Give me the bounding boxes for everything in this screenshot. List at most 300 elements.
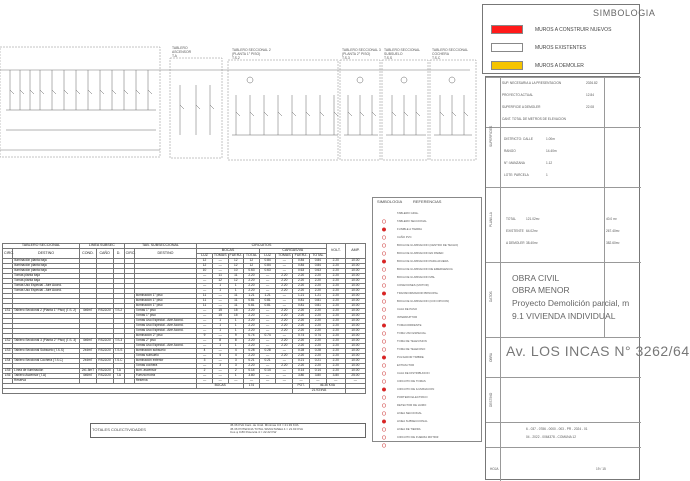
symbol-glyph-icon: [379, 339, 389, 343]
symbol-label: BOCA DE ILUMINACION MSL: [397, 275, 436, 279]
cell-b3: 1: [228, 329, 244, 334]
tb-exist-label: EXISTENTE: [506, 229, 524, 233]
cell-v3: 0.81: [293, 304, 310, 309]
cell-cond: 2x4mT: [80, 349, 97, 354]
symbol-row: [375, 386, 481, 393]
cell-b4: 2.20: [244, 289, 260, 294]
cell-a: 10.00: [345, 264, 365, 269]
cell-v4: 2.20: [309, 274, 326, 279]
cell-v1: 0.74: [259, 334, 276, 339]
cell-cano: RS22/20: [96, 369, 113, 374]
symbol-glyph-icon: [379, 387, 389, 391]
cell-dd: Iluminación 2° piso: [134, 334, 197, 339]
cell-b4: 2.20: [244, 339, 260, 344]
cell-b4: —: [244, 379, 260, 384]
cell-v2: 2.20: [276, 319, 293, 324]
cell-b3: 4: [228, 354, 244, 359]
cell-a: 10.00: [345, 364, 365, 369]
cell-v1: 0.28: [259, 349, 276, 354]
yellow-swatch: [491, 61, 523, 70]
header-d: D.: [113, 249, 124, 259]
cell-a: 10.00: [345, 359, 365, 364]
cell-vt: 2.20: [326, 329, 345, 334]
cell-v1: —: [259, 279, 276, 284]
cell-v1: 0.81: [259, 299, 276, 304]
header-toma2: TOMAS: [276, 254, 293, 259]
symbol-glyph-icon: [379, 291, 389, 295]
cell-v2: —: [276, 259, 293, 264]
symbol-label: TOMACORRIENTE: [397, 323, 422, 327]
cell-b2: 4: [212, 354, 228, 359]
cell-b1: 3: [197, 359, 213, 364]
cell-b1: —: [197, 329, 213, 334]
header-tabsec: TAB. SUBSECCIONAL: [124, 244, 197, 249]
cell-cano: RS22/20: [96, 359, 113, 364]
cell-v2: —: [276, 369, 293, 374]
cell-v2: —: [276, 299, 293, 304]
symbol-row: [375, 434, 481, 441]
symbol-label: BOCA DE ILUMINACION PARA AFUERA: [397, 259, 449, 263]
cell-b3: 9: [228, 334, 244, 339]
cell-dest: Línea de iluminación: [13, 369, 80, 374]
symbol-glyph-icon: [379, 379, 389, 383]
cell-v1: 0.14: [259, 369, 276, 374]
cell-b3: 11: [228, 304, 244, 309]
legend-item-new: MUROS A CONSTRUIR NUEVOS: [491, 25, 641, 35]
symbol-row: [375, 426, 481, 433]
symbol-row: [375, 322, 481, 329]
cell-a: 10.00: [345, 329, 365, 334]
cell-v4: 0.74: [309, 334, 326, 339]
symbol-glyph-icon: [379, 403, 389, 407]
cell-dd: Ilum. ascensor: [134, 369, 197, 374]
cell-b4: 2.20: [244, 279, 260, 284]
cell-b4: 2.20: [244, 344, 260, 349]
total-va: 21.93 kVA: [293, 389, 346, 394]
symbol-label: BOCA DE ILUMINACION DE EMERGENCIA: [397, 267, 453, 271]
cell-vt: 2.20: [326, 309, 345, 314]
cell-b2: 1: [212, 284, 228, 289]
cell-b1: —: [197, 339, 213, 344]
symbol-glyph-icon: [379, 251, 389, 255]
cell-dest: Tablero Seccional 2 (Planta 1° Piso) (T.S. 2): [13, 309, 80, 314]
cell-v4: 2.20: [309, 364, 326, 369]
symbol-glyph-icon: [379, 299, 389, 303]
circuit-table-body: [3, 259, 366, 384]
totals-frame: [90, 423, 366, 438]
symbol-row: [375, 282, 481, 289]
cell-dd: Tomas Uso Especial - Aire Acond.: [134, 329, 197, 334]
header-fuerza2: FUERZ.: [294, 253, 308, 258]
cell-b3: 12: [228, 264, 244, 269]
cell-b3: 1: [228, 284, 244, 289]
cell-b4: 2.20: [244, 324, 260, 329]
cell-a: 10.00: [345, 284, 365, 289]
cell-dd: Tomas Uso Especial - Aire Acond.: [134, 324, 197, 329]
symbol-row: [375, 258, 481, 265]
cell-b4: 2.20: [244, 319, 260, 324]
header-toma: TOMAS: [213, 253, 227, 258]
cell-dest: Tablero Seccional 3 (Planta 2° Piso) (T.S. 3): [13, 339, 80, 344]
cell-b1: —: [197, 344, 213, 349]
cell-b2: —: [212, 349, 228, 354]
cell-v1: —: [259, 354, 276, 359]
cell-b4: 3.80: [244, 374, 260, 379]
cell-b2: —: [212, 374, 228, 379]
symbol-glyph-icon: [379, 323, 389, 327]
symbol-glyph-icon: [379, 227, 389, 231]
cell-dest: Tablero Seccional Cochera (T.S.C): [13, 359, 80, 364]
tb-row-3: SUPERFICIE A DEMOLER: [502, 105, 541, 109]
cell-b4: 0.14: [244, 369, 260, 374]
cell-b1: —: [197, 274, 213, 279]
cell-dest: Tomas Uso Especial - Aire Acond.: [13, 284, 80, 289]
symbol-label: CAÑO PVC: [397, 235, 412, 239]
symbol-row: [375, 338, 481, 345]
cell-cano: RS22/20: [96, 339, 113, 344]
cell-cond: 2x4mT: [80, 359, 97, 364]
cell-a: 25.00: [345, 374, 365, 379]
header-luz2: LUZ: [259, 254, 276, 259]
cell-b2: —: [212, 304, 228, 309]
cell-v2: 2.20: [276, 274, 293, 279]
cell-b3: 11: [228, 294, 244, 299]
symbol-list-title: SIMBOLOGIA: [377, 199, 403, 204]
symbol-label: LINEA SUBSECCIONAL: [397, 419, 428, 423]
tb-mid-val-4: 1: [546, 173, 548, 177]
cell-v3: 0.14: [293, 369, 310, 374]
cell-dest: Reserva: [13, 379, 80, 384]
symbol-label: DETECTOR DE HUMO: [397, 403, 427, 407]
symbol-row: [375, 266, 481, 273]
cell-a: 10.00: [345, 269, 365, 274]
cell-a: 10.00: [345, 319, 365, 324]
cell-b4: 0.81: [244, 304, 260, 309]
cell-v1: —: [259, 289, 276, 294]
cell-c: LS1: [3, 309, 13, 314]
symbol-label: PULSADOR TIMBRE: [397, 355, 424, 359]
cell-a: 10.00: [345, 344, 365, 349]
symbol-glyph-icon: [379, 331, 389, 335]
cell-v2: —: [276, 349, 293, 354]
cell-c: LS2: [3, 339, 13, 344]
symbol-row: [375, 234, 481, 241]
cell-c: LS3: [3, 349, 13, 354]
cell-dd: Iluminación subsuelo: [134, 349, 197, 354]
cell-d: T.A: [113, 369, 124, 374]
cell-a: 10.00: [345, 279, 365, 284]
cell-v2: 2.20: [276, 329, 293, 334]
symbol-glyph-icon: [379, 219, 389, 223]
cell-dest: Iluminación planta baja: [13, 269, 80, 274]
symbol-row: [375, 378, 481, 385]
cell-dd: Tomas 1° piso: [134, 309, 197, 314]
tb-mid-val-3: 1.12: [546, 161, 553, 165]
cell-cano: RS22/20: [96, 309, 113, 314]
cell-v1: —: [259, 374, 276, 379]
bocas-total: 174: [244, 384, 260, 389]
symbol-row: [375, 242, 481, 249]
symbol-label: BOCA DE ILUMINACION (CON OPCION): [397, 299, 450, 303]
tb-right-val-3: 382.60m²: [606, 241, 620, 245]
cell-v3: 0.84: [293, 264, 310, 269]
cell-b4: 2.20: [244, 354, 260, 359]
cell-v2: —: [276, 334, 293, 339]
symbol-label: EXTRACTOR: [397, 363, 415, 367]
cell-b2: —: [212, 369, 228, 374]
cell-vt: 2.20: [326, 269, 345, 274]
symbol-label: CIRCUITO DE TOMAS: [397, 379, 426, 383]
header-volt: VOLT.: [326, 244, 345, 259]
symbol-row: [375, 298, 481, 305]
cell-b1: 10: [197, 269, 213, 274]
cell-v4: 1.21: [309, 294, 326, 299]
cell-b4: 0.63: [244, 269, 260, 274]
cell-dd: Tomas 1° piso: [134, 314, 197, 319]
cell-v2: 2.20: [276, 289, 293, 294]
cell-v4: 2.20: [309, 309, 326, 314]
symbol-list: [372, 197, 482, 442]
tb-right-val-1: 40.0 m²: [606, 217, 617, 221]
cell-v4: 0.84: [309, 259, 326, 264]
cell-dd: Tomas 2° piso: [134, 339, 197, 344]
symbol-row: [375, 226, 481, 233]
panel-label-tsc: TABLERO SECCIONAL COCHERA T.S.C: [432, 48, 469, 60]
symbol-row: [375, 290, 481, 297]
cell-a: 10.00: [345, 309, 365, 314]
cell-v1: —: [259, 329, 276, 334]
legend-box: [482, 4, 656, 74]
cell-v3: 2.20: [293, 309, 310, 314]
panel-label-ts2: TABLERO SECCIONAL 2 (PLANTA 1° PISO) T.S.2: [232, 48, 271, 60]
header-circ: CIRC.: [3, 249, 13, 259]
single-line-diagram: [0, 40, 480, 200]
cell-v3: 2.20: [293, 339, 310, 344]
cell-b3: 1: [228, 319, 244, 324]
tb-val-1: 2026.82: [586, 81, 598, 85]
symbol-label: CIRCUITO DE FUERZA MOTRIZ: [397, 435, 439, 439]
cell-b3: 2: [228, 369, 244, 374]
cell-v2: —: [276, 294, 293, 299]
cell-b2: 15: [212, 309, 228, 314]
cell-v3: 2.20: [293, 354, 310, 359]
cell-dd: Fuerza motriz: [134, 374, 197, 379]
cell-b2: 1: [212, 319, 228, 324]
side-label-datos: DATOS: [489, 291, 493, 302]
totals-row-2: 45.36 POTENCIA TOTAL SIMULTANEA 4 = 21.93 KVA: [230, 426, 304, 431]
cell-b2: 8: [212, 339, 228, 344]
cell-b1: 12: [197, 259, 213, 264]
tb-val-2: 12.84: [586, 93, 594, 97]
cell-v2: —: [276, 374, 293, 379]
cell-v1: 0.21: [259, 359, 276, 364]
cell-vt: 2.20: [326, 339, 345, 344]
cell-vt: 2.20: [326, 259, 345, 264]
cell-v4: 0.63: [309, 269, 326, 274]
cell-v4: 2.20: [309, 329, 326, 334]
symbol-label: TRANSFORMADOR PRINCIPAL: [397, 291, 439, 295]
symbol-row: [375, 330, 481, 337]
cell-v3: 2.20: [293, 274, 310, 279]
cell-dest: Tomas planta baja: [13, 279, 80, 284]
obra-proyecto: Proyecto Demolición parcial, m: [512, 298, 630, 308]
cell-dd: Iluminación 1° piso: [134, 299, 197, 304]
symbol-label: LINEA DE TIERRA: [397, 427, 421, 431]
cell-vt: 2.20: [326, 369, 345, 374]
cell-a: 10.00: [345, 289, 365, 294]
cell-b2: 11: [212, 274, 228, 279]
tb-demol-val: 38.40m²: [526, 241, 538, 245]
cell-d: T.S.C: [114, 358, 123, 363]
cell-vt: 2.20: [326, 344, 345, 349]
cell-dd: Tomas Uso Especial - Aire Acond.: [134, 319, 197, 324]
symbol-glyph-icon: [379, 235, 389, 239]
symbol-glyph-icon: [379, 371, 389, 375]
cell-dest: Iluminación planta baja: [13, 264, 80, 269]
legend-title: SIMBOLOGIA: [593, 8, 656, 18]
cell-b1: 4: [197, 349, 213, 354]
cell-v2: —: [276, 269, 293, 274]
cell-v3: 2.20: [293, 279, 310, 284]
cell-v2: 2.20: [276, 284, 293, 289]
tb-mid-val-1: 1.00m: [546, 137, 555, 141]
cell-v3: 0.81: [293, 299, 310, 304]
cell-v4: —: [309, 379, 326, 384]
side-label-superficies: SUPERFICIES: [489, 125, 493, 147]
symbol-row: [375, 218, 481, 225]
cell-v4: 2.20: [309, 289, 326, 294]
cell-v4: 2.20: [309, 284, 326, 289]
cell-b2: —: [212, 294, 228, 299]
cell-vt: 2.20: [326, 304, 345, 309]
cell-v3: 2.20: [293, 324, 310, 329]
cell-b3: 1: [228, 374, 244, 379]
tb-row-4: CANT. TOTAL DE METROS DE ELEVACION: [502, 117, 566, 121]
header-amp: AMP.: [345, 244, 365, 259]
cell-v3: 2.20: [293, 289, 310, 294]
white-swatch: [491, 43, 523, 52]
cell-d: T.S.S: [114, 348, 123, 353]
cell-vt: 2.20: [326, 314, 345, 319]
cell-b2: 1: [212, 329, 228, 334]
cell-v1: —: [259, 309, 276, 314]
title-block: [485, 76, 690, 480]
symbol-glyph-icon: [379, 307, 389, 311]
symbol-label: BOCA DE ILUMINACION EN PARED: [397, 251, 444, 255]
cell-b2: 1: [212, 289, 228, 294]
cell-b1: —: [197, 314, 213, 319]
cell-v4: 2.20: [309, 344, 326, 349]
cell-a: 10.00: [345, 304, 365, 309]
cell-b1: —: [197, 379, 213, 384]
cell-v3: 2.20: [293, 329, 310, 334]
cell-vt: 2.20: [326, 279, 345, 284]
symbol-label: LINEA SECCIONAL: [397, 411, 422, 415]
cell-v4: 0.21: [309, 359, 326, 364]
cell-v4: 2.20: [309, 279, 326, 284]
cell-dd: Iluminación 1° piso: [134, 304, 197, 309]
header-circ2: CIRC.: [124, 249, 134, 259]
cell-cond: 4x6mT: [80, 309, 97, 314]
cell-v3: 0.74: [293, 334, 310, 339]
tb-total-val: 121.02m²: [526, 217, 540, 221]
symbol-row: [375, 402, 481, 409]
symbol-row: [375, 250, 481, 257]
symbol-glyph-icon: [379, 419, 389, 423]
cell-b4: 2.20: [244, 314, 260, 319]
cell-b2: —: [212, 334, 228, 339]
cell-vt: 2.20: [326, 364, 345, 369]
cell-v2: 2.20: [276, 324, 293, 329]
cell-b4: 2.20: [244, 329, 260, 334]
cell-vt: 2.20: [326, 274, 345, 279]
cell-b4: 2.20: [244, 274, 260, 279]
cell-vt: 2.20: [326, 354, 345, 359]
red-swatch: [491, 25, 523, 34]
cell-v1: —: [259, 364, 276, 369]
cell-b2: —: [212, 259, 228, 264]
cell-cano: RS22/20: [96, 374, 113, 379]
side-label-destino: DESTINO: [489, 392, 493, 407]
cell-dd: Tomas cochera: [134, 364, 197, 369]
cell-dest: Tablero Ascensor (T.A): [13, 374, 80, 379]
cell-a: 10.00: [345, 354, 365, 359]
cell-v1: —: [259, 319, 276, 324]
cell-b3: 3: [228, 359, 244, 364]
cell-v2: 2.20: [276, 309, 293, 314]
cell-b1: —: [197, 319, 213, 324]
cell-b4: 2.20: [244, 309, 260, 314]
cell-cond: 4x6mT: [80, 339, 97, 344]
symbol-row: [375, 274, 481, 281]
cell-a: 10.00: [345, 324, 365, 329]
cell-a: 10.00: [345, 369, 365, 374]
cell-cond: 2x1.5mT: [80, 369, 97, 374]
cell-v2: 2.20: [276, 344, 293, 349]
cell-vt: 2.20: [326, 349, 345, 354]
symbol-label: TABLERO GRAL.: [397, 211, 420, 215]
header-luz: LUZ: [197, 254, 213, 259]
cell-a: 10.00: [345, 259, 365, 264]
cell-b2: —: [212, 299, 228, 304]
header-tablero: TABLERO SECCIONAL: [3, 244, 80, 249]
cell-v1: —: [259, 339, 276, 344]
cell-v4: 3.80: [309, 374, 326, 379]
symbol-glyph-icon: [379, 259, 389, 263]
cell-c: LS5: [3, 369, 13, 374]
symbol-label: TOMA DE TELEFONO: [397, 347, 426, 351]
cell-v4: 2.20: [309, 324, 326, 329]
cell-c: LS6: [3, 374, 13, 379]
cell-vt: —: [326, 379, 345, 384]
tb-mid-3: N°: MANZANA: [504, 161, 525, 165]
cell-b4: 12: [244, 259, 260, 264]
cell-b3: 3: [228, 364, 244, 369]
cell-vt: 2.20: [326, 299, 345, 304]
cell-v2: 2.20: [276, 364, 293, 369]
cell-b1: —: [197, 324, 213, 329]
cell-v1: —: [259, 344, 276, 349]
symbol-glyph-icon: [379, 267, 389, 271]
symbol-glyph-icon: [379, 355, 389, 359]
cell-a: 10.00: [345, 294, 365, 299]
symbol-label: FUSIBLE A TIERRA: [397, 227, 422, 231]
footer-comuna: 04 - 2022 - 0064378 - COMUNA 12: [526, 435, 576, 439]
obra-civil: OBRA CIVIL: [512, 273, 560, 283]
cell-dd: Iluminación exterior: [134, 359, 197, 364]
totals-row-3: Cos φ 0.80 Potencia 4 = 22.22 KW: [230, 430, 277, 435]
cell-v2: —: [276, 304, 293, 309]
